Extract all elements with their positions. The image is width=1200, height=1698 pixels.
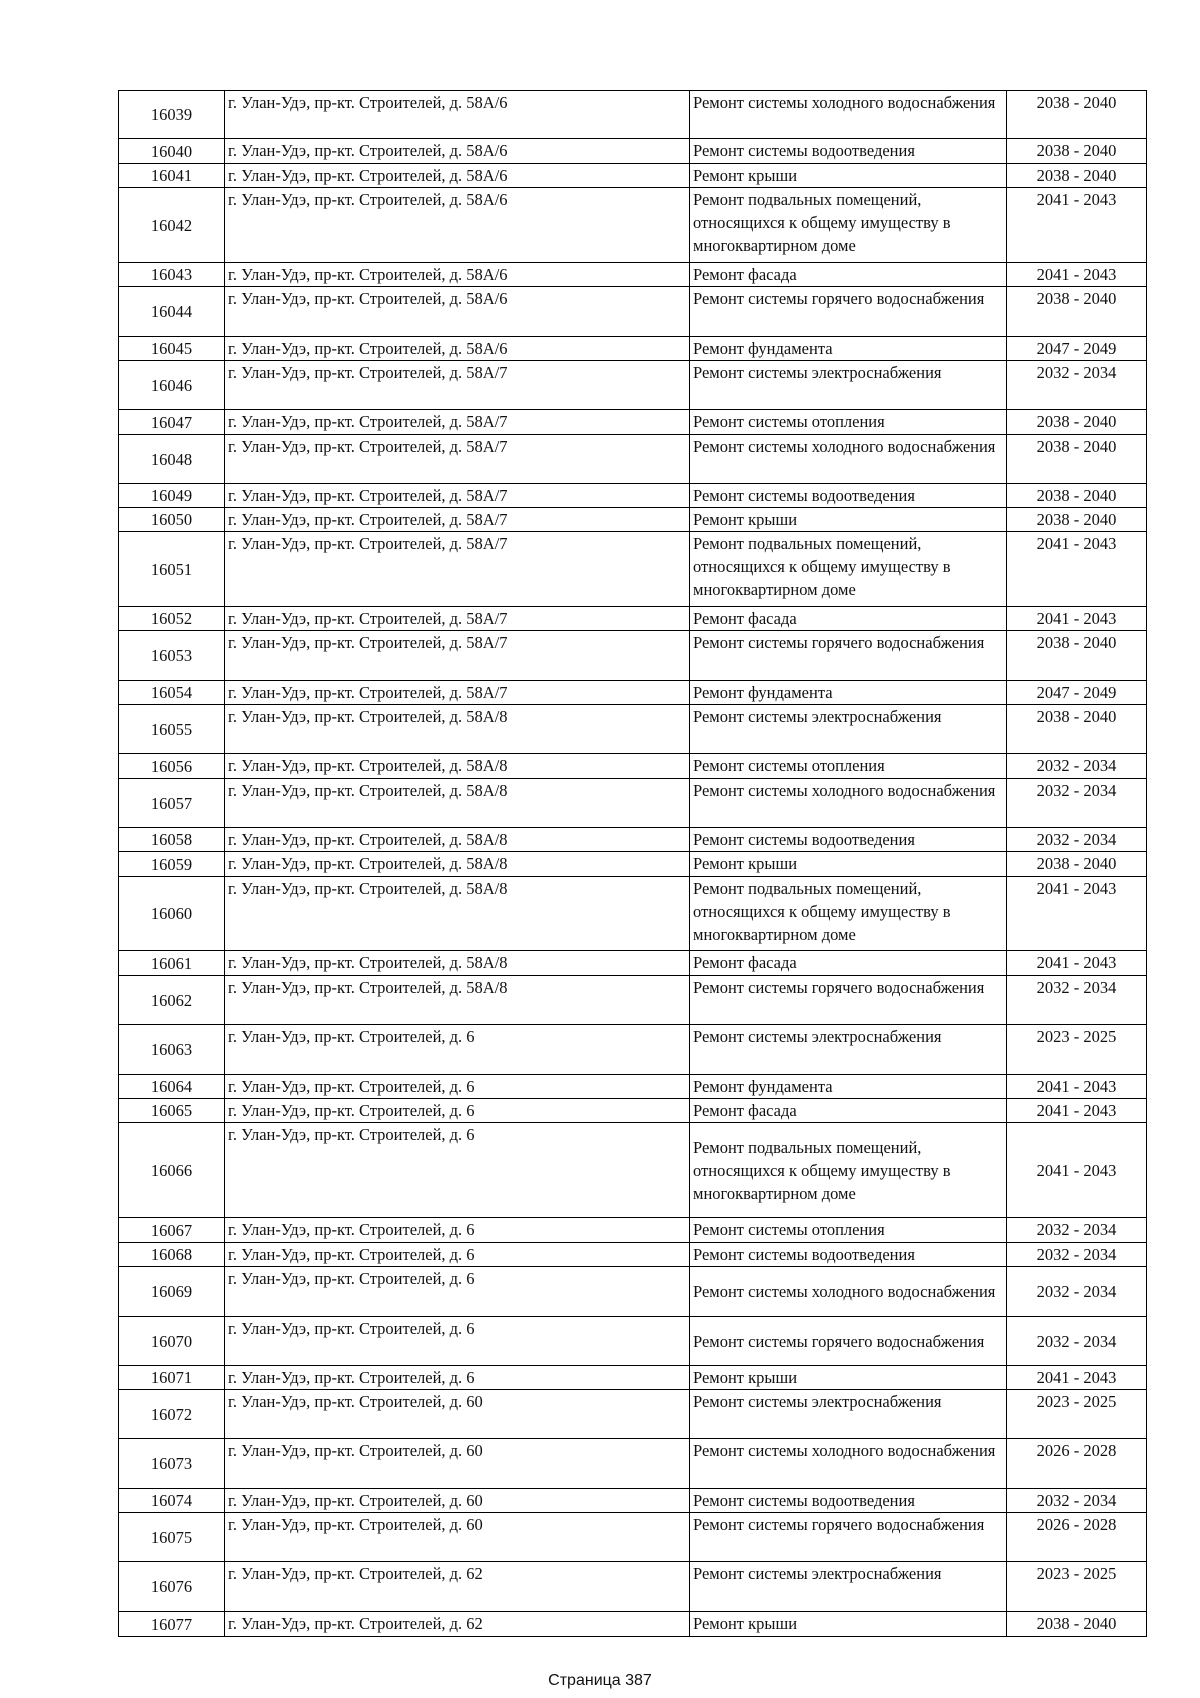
address-cell: г. Улан-Удэ, пр-кт. Строителей, д. 58А/7 <box>225 484 690 508</box>
table-row <box>119 1099 1147 1123</box>
work-type-cell: Ремонт системы холодного водоснабжения <box>690 779 1007 828</box>
years-cell: 2041 - 2043 <box>1007 877 1147 951</box>
table-row <box>119 1123 1147 1218</box>
work-type-cell: Ремонт системы водоотведения <box>690 1243 1007 1267</box>
table-row <box>119 1267 1147 1317</box>
address-cell: г. Улан-Удэ, пр-кт. Строителей, д. 60 <box>225 1390 690 1439</box>
table-row <box>119 877 1147 951</box>
row-number-cell: 16039 <box>119 91 225 139</box>
row-number-cell: 16073 <box>119 1439 225 1489</box>
work-type-cell: Ремонт системы горячего водоснабжения <box>690 976 1007 1025</box>
years-cell: 2032 - 2034 <box>1007 828 1147 852</box>
row-number-cell: 16076 <box>119 1562 225 1612</box>
address-cell: г. Улан-Удэ, пр-кт. Строителей, д. 6 <box>225 1267 690 1317</box>
table-row <box>119 607 1147 631</box>
address-cell: г. Улан-Удэ, пр-кт. Строителей, д. 6 <box>225 1218 690 1243</box>
table-row <box>119 1612 1147 1637</box>
work-type-cell: Ремонт фасада <box>690 1099 1007 1123</box>
table-row <box>119 828 1147 852</box>
table-row <box>119 1562 1147 1612</box>
address-cell: г. Улан-Удэ, пр-кт. Строителей, д. 58А/8 <box>225 852 690 877</box>
address-cell: г. Улан-Удэ, пр-кт. Строителей, д. 6 <box>225 1317 690 1366</box>
address-cell: г. Улан-Удэ, пр-кт. Строителей, д. 58А/8 <box>225 951 690 976</box>
address-cell: г. Улан-Удэ, пр-кт. Строителей, д. 58А/8 <box>225 828 690 852</box>
years-cell: 2041 - 2043 <box>1007 263 1147 287</box>
years-cell: 2032 - 2034 <box>1007 1267 1147 1317</box>
years-cell: 2041 - 2043 <box>1007 188 1147 263</box>
address-cell: г. Улан-Удэ, пр-кт. Строителей, д. 58А/7 <box>225 631 690 681</box>
address-cell: г. Улан-Удэ, пр-кт. Строителей, д. 58А/7 <box>225 681 690 705</box>
row-number-cell: 16058 <box>119 828 225 852</box>
work-type-cell: Ремонт системы горячего водоснабжения <box>690 1317 1007 1366</box>
years-cell: 2041 - 2043 <box>1007 607 1147 631</box>
table-row <box>119 164 1147 188</box>
work-type-cell: Ремонт крыши <box>690 508 1007 532</box>
row-number-cell: 16061 <box>119 951 225 976</box>
table-row <box>119 337 1147 361</box>
row-number-cell: 16051 <box>119 532 225 607</box>
table-row <box>119 681 1147 705</box>
table-row <box>119 410 1147 435</box>
row-number-cell: 16066 <box>119 1123 225 1218</box>
work-type-cell: Ремонт системы электроснабжения <box>690 1390 1007 1439</box>
years-cell: 2032 - 2034 <box>1007 754 1147 779</box>
row-number-cell: 16041 <box>119 164 225 188</box>
years-cell: 2023 - 2025 <box>1007 1390 1147 1439</box>
table-row <box>119 1317 1147 1366</box>
years-cell: 2038 - 2040 <box>1007 631 1147 681</box>
address-cell: г. Улан-Удэ, пр-кт. Строителей, д. 58А/6 <box>225 263 690 287</box>
row-number-cell: 16077 <box>119 1612 225 1637</box>
years-cell: 2041 - 2043 <box>1007 1366 1147 1390</box>
table-row <box>119 1489 1147 1513</box>
work-type-cell: Ремонт фундамента <box>690 681 1007 705</box>
years-cell: 2041 - 2043 <box>1007 532 1147 607</box>
row-number-cell: 16065 <box>119 1099 225 1123</box>
row-number-cell: 16056 <box>119 754 225 779</box>
row-number-cell: 16049 <box>119 484 225 508</box>
row-number-cell: 16069 <box>119 1267 225 1317</box>
address-cell: г. Улан-Удэ, пр-кт. Строителей, д. 58А/6 <box>225 337 690 361</box>
work-type-cell: Ремонт системы холодного водоснабжения <box>690 435 1007 484</box>
address-cell: г. Улан-Удэ, пр-кт. Строителей, д. 60 <box>225 1513 690 1562</box>
work-type-cell: Ремонт крыши <box>690 1366 1007 1390</box>
row-number-cell: 16060 <box>119 877 225 951</box>
table-row <box>119 779 1147 828</box>
table-row <box>119 852 1147 877</box>
row-number-cell: 16050 <box>119 508 225 532</box>
work-type-cell: Ремонт фасада <box>690 607 1007 631</box>
address-cell: г. Улан-Удэ, пр-кт. Строителей, д. 60 <box>225 1489 690 1513</box>
years-cell: 2038 - 2040 <box>1007 484 1147 508</box>
table-row <box>119 361 1147 410</box>
row-number-cell: 16075 <box>119 1513 225 1562</box>
work-type-cell: Ремонт системы электроснабжения <box>690 705 1007 754</box>
address-cell: г. Улан-Удэ, пр-кт. Строителей, д. 58А/8 <box>225 976 690 1025</box>
address-cell: г. Улан-Удэ, пр-кт. Строителей, д. 58А/7 <box>225 410 690 435</box>
row-number-cell: 16071 <box>119 1366 225 1390</box>
years-cell: 2032 - 2034 <box>1007 1243 1147 1267</box>
years-cell: 2038 - 2040 <box>1007 435 1147 484</box>
address-cell: г. Улан-Удэ, пр-кт. Строителей, д. 60 <box>225 1439 690 1489</box>
work-type-cell: Ремонт системы водоотведения <box>690 828 1007 852</box>
years-cell: 2032 - 2034 <box>1007 1317 1147 1366</box>
years-cell: 2038 - 2040 <box>1007 508 1147 532</box>
table-row <box>119 1075 1147 1099</box>
table-row <box>119 951 1147 976</box>
row-number-cell: 16074 <box>119 1489 225 1513</box>
address-cell: г. Улан-Удэ, пр-кт. Строителей, д. 6 <box>225 1075 690 1099</box>
row-number-cell: 16055 <box>119 705 225 754</box>
years-cell: 2038 - 2040 <box>1007 91 1147 139</box>
work-type-cell: Ремонт системы холодного водоснабжения <box>690 1267 1007 1317</box>
years-cell: 2032 - 2034 <box>1007 361 1147 410</box>
address-cell: г. Улан-Удэ, пр-кт. Строителей, д. 58А/6 <box>225 139 690 164</box>
address-cell: г. Улан-Удэ, пр-кт. Строителей, д. 58А/7 <box>225 508 690 532</box>
row-number-cell: 16068 <box>119 1243 225 1267</box>
row-number-cell: 16064 <box>119 1075 225 1099</box>
row-number-cell: 16042 <box>119 188 225 263</box>
row-number-cell: 16072 <box>119 1390 225 1439</box>
table-row <box>119 705 1147 754</box>
work-type-cell: Ремонт системы водоотведения <box>690 484 1007 508</box>
table-row <box>119 188 1147 263</box>
row-number-cell: 16059 <box>119 852 225 877</box>
address-cell: г. Улан-Удэ, пр-кт. Строителей, д. 58А/8 <box>225 754 690 779</box>
years-cell: 2038 - 2040 <box>1007 139 1147 164</box>
row-number-cell: 16054 <box>119 681 225 705</box>
table-row <box>119 1439 1147 1489</box>
address-cell: г. Улан-Удэ, пр-кт. Строителей, д. 58А/8 <box>225 779 690 828</box>
row-number-cell: 16067 <box>119 1218 225 1243</box>
work-type-cell: Ремонт системы электроснабжения <box>690 361 1007 410</box>
work-type-cell: Ремонт подвальных помещений, относящихся к общему имуществу в многоквартирном доме <box>690 1123 1007 1218</box>
work-type-cell: Ремонт системы водоотведения <box>690 1489 1007 1513</box>
address-cell: г. Улан-Удэ, пр-кт. Строителей, д. 58А/6 <box>225 188 690 263</box>
row-number-cell: 16070 <box>119 1317 225 1366</box>
work-type-cell: Ремонт системы горячего водоснабжения <box>690 1513 1007 1562</box>
works-table-body <box>119 91 1147 1637</box>
work-type-cell: Ремонт системы отопления <box>690 754 1007 779</box>
row-number-cell: 16045 <box>119 337 225 361</box>
table-row <box>119 484 1147 508</box>
years-cell: 2032 - 2034 <box>1007 779 1147 828</box>
address-cell: г. Улан-Удэ, пр-кт. Строителей, д. 6 <box>225 1123 690 1218</box>
years-cell: 2038 - 2040 <box>1007 852 1147 877</box>
row-number-cell: 16063 <box>119 1025 225 1075</box>
table-row <box>119 1390 1147 1439</box>
years-cell: 2032 - 2034 <box>1007 1489 1147 1513</box>
address-cell: г. Улан-Удэ, пр-кт. Строителей, д. 58А/8 <box>225 877 690 951</box>
years-cell: 2038 - 2040 <box>1007 410 1147 435</box>
row-number-cell: 16057 <box>119 779 225 828</box>
years-cell: 2047 - 2049 <box>1007 337 1147 361</box>
table-row <box>119 139 1147 164</box>
work-type-cell: Ремонт системы холодного водоснабжения <box>690 91 1007 139</box>
row-number-cell: 16047 <box>119 410 225 435</box>
work-type-cell: Ремонт фасада <box>690 263 1007 287</box>
table-row <box>119 1243 1147 1267</box>
work-type-cell: Ремонт системы водоотведения <box>690 139 1007 164</box>
years-cell: 2023 - 2025 <box>1007 1025 1147 1075</box>
page-number: Страница 387 <box>548 1672 652 1689</box>
address-cell: г. Улан-Удэ, пр-кт. Строителей, д. 58А/7 <box>225 532 690 607</box>
years-cell: 2041 - 2043 <box>1007 1075 1147 1099</box>
works-table <box>118 90 1147 1637</box>
table-row <box>119 263 1147 287</box>
table-row <box>119 508 1147 532</box>
years-cell: 2047 - 2049 <box>1007 681 1147 705</box>
address-cell: г. Улан-Удэ, пр-кт. Строителей, д. 58А/6 <box>225 91 690 139</box>
table-row <box>119 1218 1147 1243</box>
table-row <box>119 631 1147 681</box>
work-type-cell: Ремонт крыши <box>690 164 1007 188</box>
work-type-cell: Ремонт крыши <box>690 1612 1007 1637</box>
row-number-cell: 16044 <box>119 287 225 337</box>
address-cell: г. Улан-Удэ, пр-кт. Строителей, д. 6 <box>225 1025 690 1075</box>
address-cell: г. Улан-Удэ, пр-кт. Строителей, д. 6 <box>225 1243 690 1267</box>
work-type-cell: Ремонт фундамента <box>690 1075 1007 1099</box>
row-number-cell: 16048 <box>119 435 225 484</box>
table-row <box>119 91 1147 139</box>
address-cell: г. Улан-Удэ, пр-кт. Строителей, д. 58А/7 <box>225 435 690 484</box>
years-cell: 2032 - 2034 <box>1007 976 1147 1025</box>
work-type-cell: Ремонт подвальных помещений, относящихся к общему имуществу в многоквартирном доме <box>690 877 1007 951</box>
row-number-cell: 16053 <box>119 631 225 681</box>
address-cell: г. Улан-Удэ, пр-кт. Строителей, д. 62 <box>225 1612 690 1637</box>
address-cell: г. Улан-Удэ, пр-кт. Строителей, д. 62 <box>225 1562 690 1612</box>
table-row <box>119 1366 1147 1390</box>
years-cell: 2026 - 2028 <box>1007 1513 1147 1562</box>
years-cell: 2032 - 2034 <box>1007 1218 1147 1243</box>
work-type-cell: Ремонт фасада <box>690 951 1007 976</box>
years-cell: 2041 - 2043 <box>1007 1099 1147 1123</box>
table-row <box>119 287 1147 337</box>
address-cell: г. Улан-Удэ, пр-кт. Строителей, д. 58А/7 <box>225 361 690 410</box>
work-type-cell: Ремонт подвальных помещений, относящихся к общему имуществу в многоквартирном доме <box>690 188 1007 263</box>
work-type-cell: Ремонт системы холодного водоснабжения <box>690 1439 1007 1489</box>
years-cell: 2023 - 2025 <box>1007 1562 1147 1612</box>
years-cell: 2041 - 2043 <box>1007 1123 1147 1218</box>
row-number-cell: 16046 <box>119 361 225 410</box>
table-row <box>119 1025 1147 1075</box>
table-row <box>119 435 1147 484</box>
work-type-cell: Ремонт системы отопления <box>690 1218 1007 1243</box>
work-type-cell: Ремонт крыши <box>690 852 1007 877</box>
years-cell: 2038 - 2040 <box>1007 1612 1147 1637</box>
work-type-cell: Ремонт системы электроснабжения <box>690 1562 1007 1612</box>
row-number-cell: 16043 <box>119 263 225 287</box>
table-row <box>119 976 1147 1025</box>
address-cell: г. Улан-Удэ, пр-кт. Строителей, д. 6 <box>225 1366 690 1390</box>
years-cell: 2038 - 2040 <box>1007 164 1147 188</box>
row-number-cell: 16040 <box>119 139 225 164</box>
work-type-cell: Ремонт подвальных помещений, относящихся к общему имуществу в многоквартирном доме <box>690 532 1007 607</box>
work-type-cell: Ремонт фундамента <box>690 337 1007 361</box>
address-cell: г. Улан-Удэ, пр-кт. Строителей, д. 58А/6 <box>225 164 690 188</box>
years-cell: 2038 - 2040 <box>1007 287 1147 337</box>
years-cell: 2038 - 2040 <box>1007 705 1147 754</box>
work-type-cell: Ремонт системы горячего водоснабжения <box>690 631 1007 681</box>
table-row <box>119 532 1147 607</box>
address-cell: г. Улан-Удэ, пр-кт. Строителей, д. 6 <box>225 1099 690 1123</box>
work-type-cell: Ремонт системы электроснабжения <box>690 1025 1007 1075</box>
row-number-cell: 16062 <box>119 976 225 1025</box>
work-type-cell: Ремонт системы горячего водоснабжения <box>690 287 1007 337</box>
address-cell: г. Улан-Удэ, пр-кт. Строителей, д. 58А/6 <box>225 287 690 337</box>
address-cell: г. Улан-Удэ, пр-кт. Строителей, д. 58А/7 <box>225 607 690 631</box>
table-row <box>119 754 1147 779</box>
years-cell: 2026 - 2028 <box>1007 1439 1147 1489</box>
address-cell: г. Улан-Удэ, пр-кт. Строителей, д. 58А/8 <box>225 705 690 754</box>
table-row <box>119 1513 1147 1562</box>
years-cell: 2041 - 2043 <box>1007 951 1147 976</box>
row-number-cell: 16052 <box>119 607 225 631</box>
work-type-cell: Ремонт системы отопления <box>690 410 1007 435</box>
